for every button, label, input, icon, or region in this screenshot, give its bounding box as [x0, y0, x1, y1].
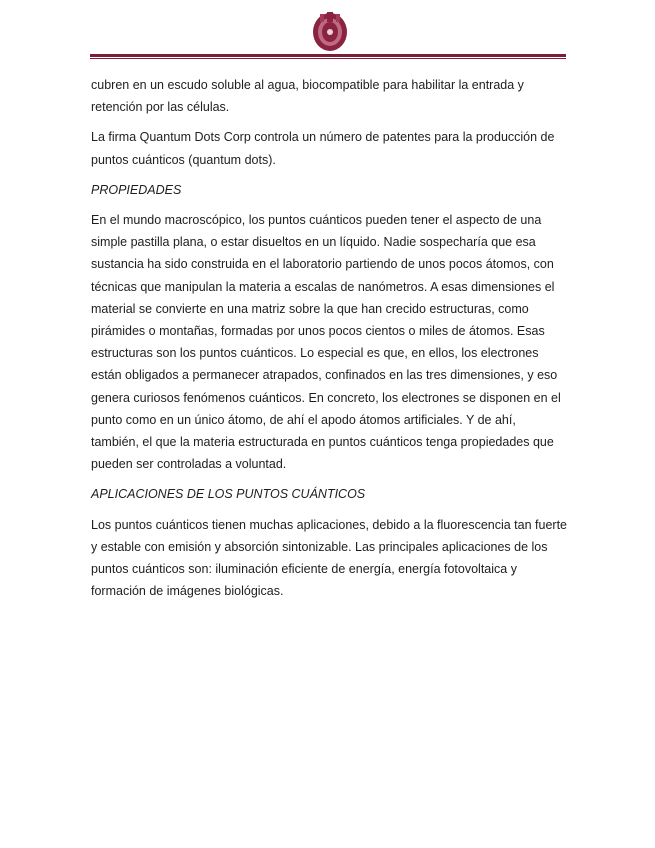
section-heading-aplicaciones: APLICACIONES DE LOS PUNTOS CUÁNTICOS: [91, 487, 366, 502]
paragraph-2: La firma Quantum Dots Corp controla un número de patentes para la producción de puntos cuánticos (quantum dots).: [91, 130, 555, 167]
paragraph-4: Los puntos cuánticos tienen muchas aplicaciones, debido a la fluorescencia tan fuerte y estable con emisión y absorción sintonizable. Las principales aplicaciones de los puntos cuánticos son: iluminación eficiente de energía, energía fotovoltaica y formación de imágenes biológicas.: [91, 517, 567, 599]
institution-seal-icon: [310, 8, 350, 54]
page-content: [91, 74, 567, 610]
paragraph-1: cubren en un escudo soluble al agua, biocompatible para habilitar la entrada y retención por las células.: [91, 78, 524, 115]
paragraph-3: En el mundo macroscópico, los puntos cuánticos pueden tener el aspecto de una simple pastilla plana, o estar disueltos en un líquido. Nadie sospecharía que esa sustancia ha sido construida en el laboratorio partiendo de unos pocos átomos, con técnicas que manipulan la materia a escalas de nanómetros. A esas dimensiones el material se convierte en una matriz sobre la que han crecido estructuras, como pirámides o montañas, formadas por unos pocos cientos o miles de átomos. Esas estructuras son los puntos cuánticos. Lo especial es que, en ellos, los electrones están obligados a permanecer atrapados, confinados en las tres dimensiones, y eso genera curiosos fenómenos cuánticos. En concreto, los electrones se disponen en el punto como en un único átomo, de ahí el apodo átomos artificiales. Y de ahí, también, el que la materia estructurada en puntos cuánticos tenga propiedades que pueden ser controladas a voluntad.: [91, 213, 561, 472]
section-heading-propiedades: PROPIEDADES: [91, 182, 182, 197]
header-rule-thin: [90, 58, 566, 59]
header-rule: [90, 54, 566, 57]
